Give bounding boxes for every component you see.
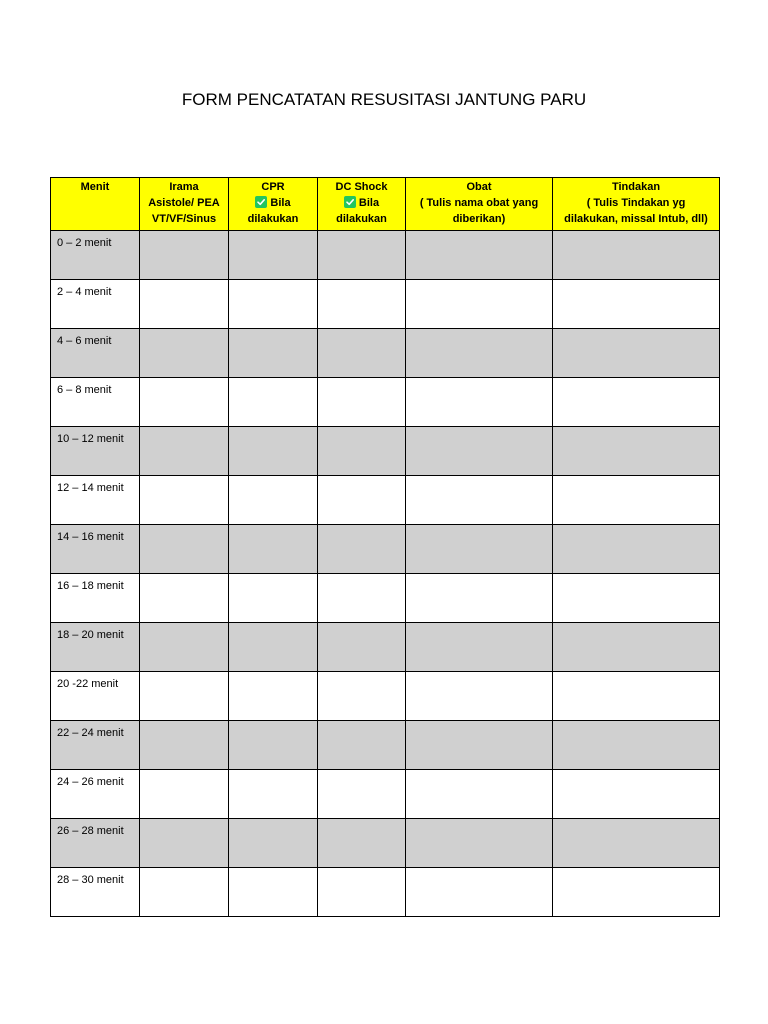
header-dc-shock-check-text: Bila	[358, 197, 380, 209]
irama-cell[interactable]	[140, 329, 229, 378]
tindakan-cell[interactable]	[553, 819, 720, 868]
dc-shock-cell[interactable]	[318, 672, 406, 721]
header-menit-label: Menit	[80, 181, 110, 193]
tindakan-cell[interactable]	[553, 672, 720, 721]
cpr-cell[interactable]	[229, 819, 318, 868]
obat-cell[interactable]	[406, 231, 553, 280]
obat-cell[interactable]	[406, 525, 553, 574]
time-cell: 26 – 28 menit	[51, 819, 140, 868]
header-tindakan-line2: ( Tulis Tindakan yg	[586, 197, 686, 209]
table-row	[51, 476, 720, 525]
header-irama-line3: VT/VF/Sinus	[151, 213, 217, 225]
time-cell: 0 – 2 menit	[51, 231, 140, 280]
header-dc-shock	[318, 178, 406, 231]
header-tindakan	[553, 178, 720, 231]
obat-cell[interactable]	[406, 574, 553, 623]
obat-cell[interactable]	[406, 721, 553, 770]
dc-shock-cell[interactable]	[318, 623, 406, 672]
header-obat-line3: diberikan)	[452, 213, 506, 225]
tindakan-cell[interactable]	[553, 574, 720, 623]
time-cell: 20 -22 menit	[51, 672, 140, 721]
tindakan-cell[interactable]	[553, 868, 720, 917]
irama-cell[interactable]	[140, 378, 229, 427]
tindakan-cell[interactable]	[553, 525, 720, 574]
dc-shock-cell[interactable]	[318, 525, 406, 574]
header-dc-shock-check-line	[318, 195, 405, 211]
time-cell: 10 – 12 menit	[51, 427, 140, 476]
table-row	[51, 672, 720, 721]
obat-cell[interactable]	[406, 623, 553, 672]
time-cell: 4 – 6 menit	[51, 329, 140, 378]
dc-shock-cell[interactable]	[318, 721, 406, 770]
tindakan-cell[interactable]	[553, 623, 720, 672]
obat-cell[interactable]	[406, 378, 553, 427]
irama-cell[interactable]	[140, 770, 229, 819]
header-tindakan-title: Tindakan	[611, 181, 661, 193]
dc-shock-cell[interactable]	[318, 868, 406, 917]
table-row	[51, 525, 720, 574]
table-row	[51, 574, 720, 623]
header-cpr-line2: dilakukan	[247, 213, 299, 225]
header-irama	[140, 178, 229, 231]
cpr-cell[interactable]	[229, 868, 318, 917]
dc-shock-cell[interactable]	[318, 476, 406, 525]
irama-cell[interactable]	[140, 280, 229, 329]
irama-cell[interactable]	[140, 672, 229, 721]
table-row	[51, 231, 720, 280]
cpr-cell[interactable]	[229, 623, 318, 672]
time-cell: 28 – 30 menit	[51, 868, 140, 917]
obat-cell[interactable]	[406, 672, 553, 721]
obat-cell[interactable]	[406, 280, 553, 329]
check-icon	[344, 196, 356, 208]
header-cpr-title: CPR	[261, 181, 285, 193]
header-irama-line2: Asistole/ PEA	[148, 197, 220, 209]
dc-shock-cell[interactable]	[318, 427, 406, 476]
irama-cell[interactable]	[140, 231, 229, 280]
cpr-cell[interactable]	[229, 280, 318, 329]
header-cpr	[229, 178, 318, 231]
dc-shock-cell[interactable]	[318, 819, 406, 868]
table-row	[51, 378, 720, 427]
tindakan-cell[interactable]	[553, 231, 720, 280]
header-cpr-check-line	[229, 195, 317, 211]
header-dc-shock-line2: dilakukan	[336, 213, 387, 225]
tindakan-cell[interactable]	[553, 378, 720, 427]
tindakan-cell[interactable]	[553, 329, 720, 378]
table-row	[51, 329, 720, 378]
obat-cell[interactable]	[406, 819, 553, 868]
cpr-cell[interactable]	[229, 721, 318, 770]
table-row	[51, 280, 720, 329]
table-row	[51, 770, 720, 819]
header-obat-line2: ( Tulis nama obat yang	[419, 197, 539, 209]
cpr-cell[interactable]	[229, 329, 318, 378]
dc-shock-cell[interactable]	[318, 231, 406, 280]
table-row	[51, 868, 720, 917]
obat-cell[interactable]	[406, 329, 553, 378]
header-cpr-check-text: Bila	[270, 197, 291, 209]
irama-cell[interactable]	[140, 476, 229, 525]
irama-cell[interactable]	[140, 868, 229, 917]
dc-shock-cell[interactable]	[318, 574, 406, 623]
time-cell: 22 – 24 menit	[51, 721, 140, 770]
irama-cell[interactable]	[140, 427, 229, 476]
header-obat-title: Obat	[466, 181, 492, 193]
tindakan-cell[interactable]	[553, 476, 720, 525]
header-irama-title: Irama	[169, 181, 199, 193]
cpr-cell[interactable]	[229, 525, 318, 574]
tindakan-cell[interactable]	[553, 427, 720, 476]
tindakan-cell[interactable]	[553, 770, 720, 819]
table-row	[51, 819, 720, 868]
time-cell: 12 – 14 menit	[51, 476, 140, 525]
irama-cell[interactable]	[140, 574, 229, 623]
cpr-cell[interactable]	[229, 378, 318, 427]
irama-cell[interactable]	[140, 525, 229, 574]
tindakan-cell[interactable]	[553, 280, 720, 329]
obat-cell[interactable]	[406, 868, 553, 917]
dc-shock-cell[interactable]	[318, 378, 406, 427]
irama-cell[interactable]	[140, 721, 229, 770]
obat-cell[interactable]	[406, 770, 553, 819]
dc-shock-cell[interactable]	[318, 770, 406, 819]
cpr-cell[interactable]	[229, 476, 318, 525]
cpr-cell[interactable]	[229, 427, 318, 476]
time-cell: 24 – 26 menit	[51, 770, 140, 819]
irama-cell[interactable]	[140, 623, 229, 672]
header-obat	[406, 178, 553, 231]
resuscitation-form-table	[50, 177, 720, 917]
table-row	[51, 721, 720, 770]
cpr-cell[interactable]	[229, 672, 318, 721]
header-dc-shock-title: DC Shock	[335, 181, 388, 193]
table-row	[51, 427, 720, 476]
check-icon	[255, 196, 267, 208]
dc-shock-cell[interactable]	[318, 329, 406, 378]
header-menit	[51, 178, 140, 231]
cpr-cell[interactable]	[229, 574, 318, 623]
time-cell: 6 – 8 menit	[51, 378, 140, 427]
cpr-cell[interactable]	[229, 231, 318, 280]
header-tindakan-line3: dilakukan, missal Intub, dll)	[564, 213, 708, 225]
table-row	[51, 623, 720, 672]
dc-shock-cell[interactable]	[318, 280, 406, 329]
obat-cell[interactable]	[406, 476, 553, 525]
time-cell: 14 – 16 menit	[51, 525, 140, 574]
time-cell: 18 – 20 menit	[51, 623, 140, 672]
time-cell: 16 – 18 menit	[51, 574, 140, 623]
time-cell: 2 – 4 menit	[51, 280, 140, 329]
irama-cell[interactable]	[140, 819, 229, 868]
obat-cell[interactable]	[406, 427, 553, 476]
page-title: FORM PENCATATAN RESUSITASI JANTUNG PARU	[181, 90, 587, 109]
cpr-cell[interactable]	[229, 770, 318, 819]
header-row	[51, 178, 720, 231]
tindakan-cell[interactable]	[553, 721, 720, 770]
